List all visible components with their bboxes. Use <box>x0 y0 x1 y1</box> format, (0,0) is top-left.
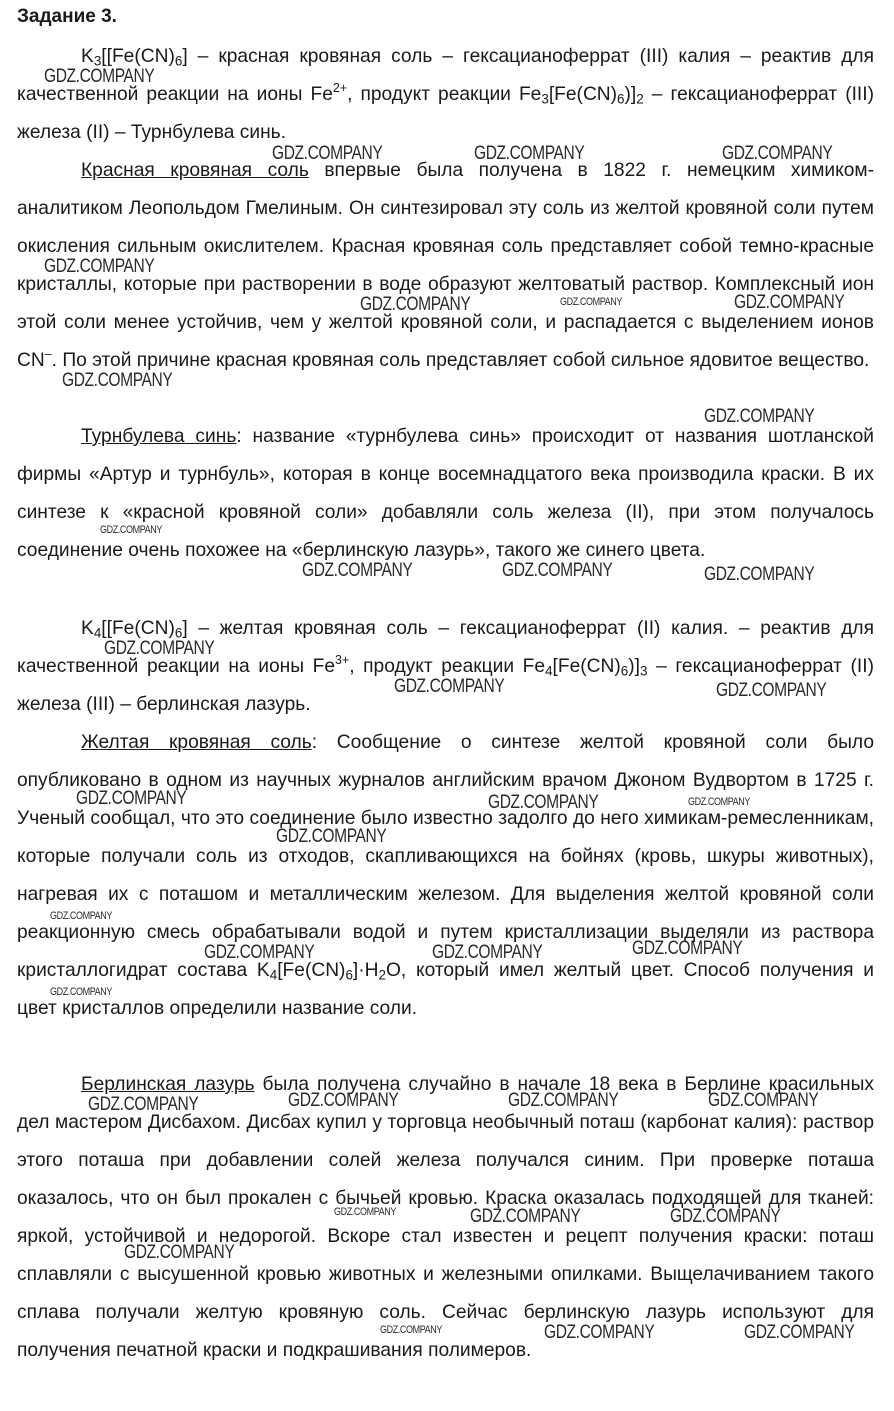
term-red-prussiate: Красная кровяная соль <box>81 160 309 181</box>
watermark: GDZ.COMPANY <box>394 676 505 697</box>
paragraph-red-prussiate-formula: $K_3[[Fe(CN)_6]$ – красная кровяная соль – гексацианоферрат (III) калия – реактив для качественной реакции на ионы $Fe^{2+}$, продукт реакции $Fe_3[Fe(CN)_6)]_2$ – гексацианоферрат (III) железа (II) – Турнбулева синь. <box>17 46 874 143</box>
watermark: GDZ.COMPANY <box>62 370 173 391</box>
watermark: GDZ.COMPANY <box>104 638 215 659</box>
watermark: GDZ.COMPANY <box>704 564 815 585</box>
watermark: GDZ.COMPANY <box>734 292 845 313</box>
watermark: GDZ.COMPANY <box>508 1090 619 1111</box>
watermark: GDZ.COMPANY <box>204 942 315 963</box>
watermark: GDZ.COMPANY <box>380 1324 442 1336</box>
watermark: GDZ.COMPANY <box>100 524 162 536</box>
watermark: GDZ.COMPANY <box>334 1206 396 1218</box>
watermark: GDZ.COMPANY <box>432 942 543 963</box>
term-prussian-blue: Берлинская лазурь <box>81 1074 255 1095</box>
watermark: GDZ.COMPANY <box>632 938 743 959</box>
task-heading: Задание 3. <box>17 6 117 27</box>
term-yellow-prussiate: Желтая кровяная соль <box>81 732 312 753</box>
watermark: GDZ.COMPANY <box>276 826 387 847</box>
watermark: GDZ.COMPANY <box>50 910 112 922</box>
paragraph-yellow-prussiate: Желтая кровяная соль: Сообщение о синтезе желтой кровяной соли было опубликовано в одном из научных журналов английским врачом Джоном Вудвортом в 1725 г. Ученый сообщал, что это соединение было известно задолго до него химикам-ремесленникам, которые получали соль из отходов, скапливающихся на бойнях (кровь, шкуры животных), нагревая их с поташом и металлическим железом. Для выделения желтой кровяной соли реакционную смесь обрабатывали водой и путем кристаллизации выделяли из раствора кристаллогидрат состава $K_4[Fe(CN)_6]\cdot H_2O$, который имел желтый цвет. Способ получения и цвет кристаллов определили название соли. <box>17 732 874 1019</box>
watermark: GDZ.COMPANY <box>670 1206 781 1227</box>
watermark: GDZ.COMPANY <box>76 788 187 809</box>
paragraph-red-prussiate: Красная кровяная соль впервые была получена в 1822 г. немецким химиком-аналитиком Леопольдом Гмелиным. Он синтезировал эту соль из желтой кровяной соли путем окисления сильным окислителем. Красная кровяная соль представляет собой темно-красные кристаллы, которые при растворении в воде образуют желтоватый раствор. Комплексный ион этой соли менее устойчив, чем у желтой кровяной соли, и распадается с выделением ионов CN–. По этой причине красная кровяная соль представляет собой сильное ядовитое вещество. <box>17 160 874 371</box>
paragraph-yellow-prussiate-formula: $K_4[[Fe(CN)_6]$ – желтая кровяная соль – гексацианоферрат (II) калия. – реактив для качественной реакции на ионы $Fe^{3+}$, продукт реакции $Fe_4[Fe(CN)_6)]_3$ – гексацианоферрат (II) железа (III) – берлинская лазурь. <box>17 618 874 715</box>
watermark: GDZ.COMPANY <box>708 1090 819 1111</box>
watermark: GDZ.COMPANY <box>288 1090 399 1111</box>
watermark: GDZ.COMPANY <box>704 406 815 427</box>
watermark: GDZ.COMPANY <box>50 986 112 998</box>
watermark: GDZ.COMPANY <box>722 143 833 164</box>
paragraph-prussian-blue: Берлинская лазурь была получена случайно в начале 18 века в Берлине красильных дел мастером Дисбахом. Дисбах купил у торговца необычный поташ (карбонат калия): раствор этого поташа при добавлении солей железа получался синим. При проверке поташа оказалось, что он был прокален с бычьей кровью. Краска оказалась подходящей для тканей: яркой, устойчивой и недорогой. Вскоре стал известен и рецепт получения краски: поташ сплавляли с высушенной кровью животных и железными опилками. Выщелачиванием такого сплава получали желтую кровяную соль. Сейчас берлинскую лазурь используют для получения печатной краски и подкрашивания полимеров. <box>17 1074 874 1361</box>
watermark: GDZ.COMPANY <box>360 294 471 315</box>
watermark: GDZ.COMPANY <box>744 1322 855 1343</box>
watermark: GDZ.COMPANY <box>44 66 155 87</box>
watermark: GDZ.COMPANY <box>470 1206 581 1227</box>
watermark: GDZ.COMPANY <box>560 296 622 308</box>
watermark: GDZ.COMPANY <box>302 560 413 581</box>
watermark: GDZ.COMPANY <box>688 796 750 808</box>
watermark: GDZ.COMPANY <box>44 256 155 277</box>
watermark: GDZ.COMPANY <box>474 143 585 164</box>
watermark: GDZ.COMPANY <box>124 1242 235 1263</box>
watermark: GDZ.COMPANY <box>716 680 827 701</box>
watermark: GDZ.COMPANY <box>272 143 383 164</box>
watermark: GDZ.COMPANY <box>488 792 599 813</box>
watermark: GDZ.COMPANY <box>88 1094 199 1115</box>
watermark: GDZ.COMPANY <box>502 560 613 581</box>
paragraph-turnbull-blue: Турнбулева синь: название «турнбулева синь» происходит от названия шотланской фирмы «Артур и турнбуль», которая в конце восемнадцатого века производила краски. В их синтезе к «красной кровяной соли» добавляли соль железа (II), при этом получалось соединение очень похожее на «берлинскую лазурь», такого же синего цвета. <box>17 426 874 561</box>
term-turnbull-blue: Турнбулева синь <box>81 426 237 447</box>
watermark: GDZ.COMPANY <box>544 1322 655 1343</box>
